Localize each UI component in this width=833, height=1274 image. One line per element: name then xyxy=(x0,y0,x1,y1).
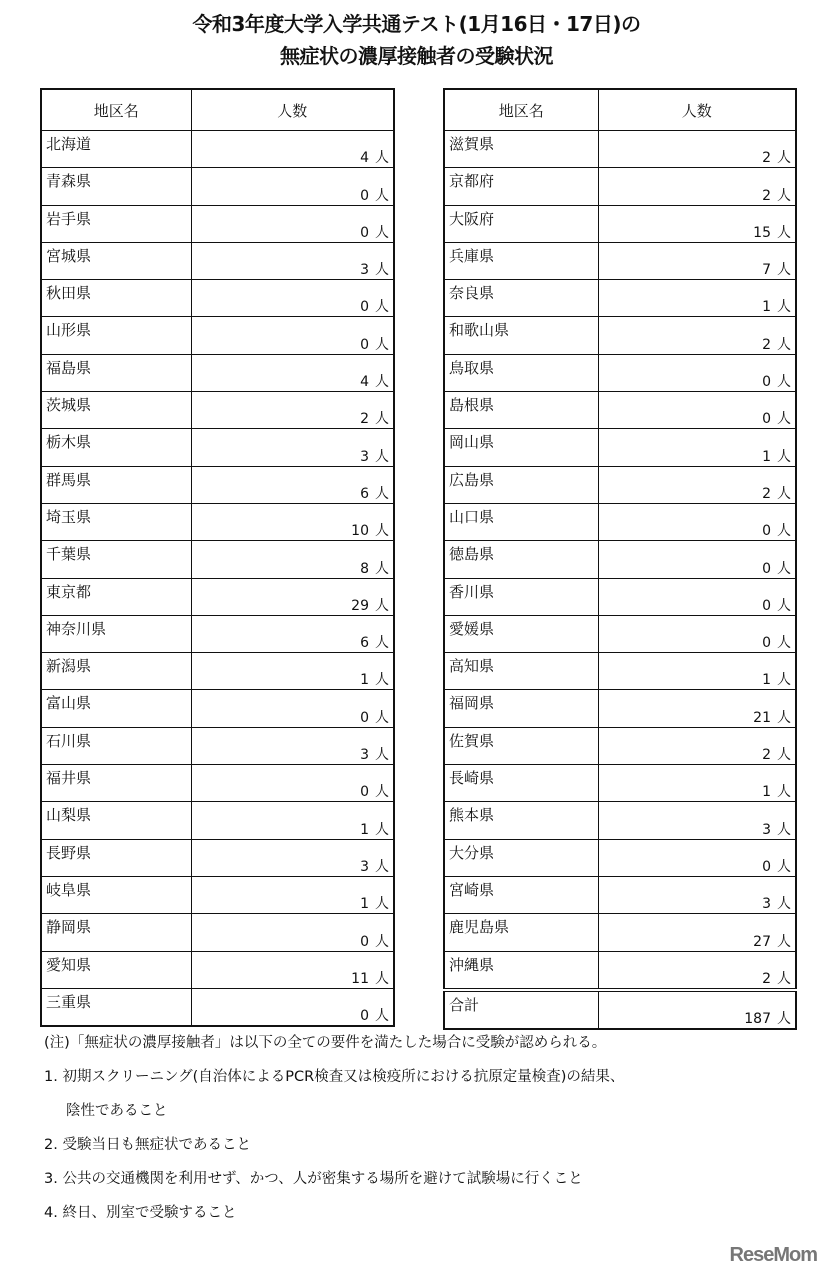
count-unit: 人 xyxy=(375,411,389,428)
count-value: 6 xyxy=(360,485,369,502)
count-cell xyxy=(598,876,796,913)
table-row xyxy=(41,727,394,764)
table-row xyxy=(444,914,796,951)
region-name: 北海道 xyxy=(41,131,191,168)
count-cell xyxy=(191,242,394,279)
table-row xyxy=(444,876,796,913)
table-row xyxy=(444,168,796,205)
region-name: 大阪府 xyxy=(444,205,598,242)
region-name: 高知県 xyxy=(444,653,598,690)
region-name: 福島県 xyxy=(41,354,191,391)
table-row xyxy=(41,653,394,690)
count-value: 0 xyxy=(360,187,369,204)
count-unit: 人 xyxy=(375,1008,389,1025)
table-row xyxy=(41,876,394,913)
count-cell xyxy=(191,951,394,988)
count-unit: 人 xyxy=(375,336,389,353)
count-unit: 人 xyxy=(375,262,389,279)
count-unit: 人 xyxy=(777,672,791,689)
count-unit: 人 xyxy=(777,635,791,652)
region-name: 鹿児島県 xyxy=(444,914,598,951)
count-value: 0 xyxy=(360,299,369,316)
table-row xyxy=(41,317,394,354)
notes xyxy=(44,1030,624,1234)
count-unit: 人 xyxy=(375,560,389,577)
document-title xyxy=(0,8,833,72)
region-name: 愛媛県 xyxy=(444,615,598,652)
table-row xyxy=(444,354,796,391)
region-name: 京都府 xyxy=(444,168,598,205)
count-value: 3 xyxy=(762,821,771,838)
note-item: 1. 初期スクリーニング(自治体によるPCR検査又は検疫所における抗原定量検査)の結果、 xyxy=(44,1069,625,1085)
table-row xyxy=(41,131,394,168)
count-cell xyxy=(598,242,796,279)
count-value: 7 xyxy=(762,262,771,279)
count-value: 0 xyxy=(360,933,369,950)
count-unit: 人 xyxy=(777,560,791,577)
region-name: 静岡県 xyxy=(41,914,191,951)
count-unit: 人 xyxy=(777,150,791,167)
region-name: 石川県 xyxy=(41,727,191,764)
count-cell xyxy=(191,876,394,913)
right-table xyxy=(443,88,797,1030)
region-name: 長崎県 xyxy=(444,765,598,802)
count-value: 1 xyxy=(360,821,369,838)
table-row xyxy=(444,503,796,540)
count-unit: 人 xyxy=(777,485,791,502)
count-value: 1 xyxy=(762,784,771,801)
count-cell xyxy=(598,280,796,317)
count-unit: 人 xyxy=(375,150,389,167)
region-name: 長野県 xyxy=(41,839,191,876)
title-line-2: 無症状の濃厚接触者の受験状況 xyxy=(280,44,553,68)
count-value: 0 xyxy=(360,224,369,241)
table-row xyxy=(444,541,796,578)
count-unit: 人 xyxy=(777,1011,791,1028)
table-row xyxy=(444,690,796,727)
region-name: 大分県 xyxy=(444,839,598,876)
count-value: 0 xyxy=(360,709,369,726)
region-name: 埼玉県 xyxy=(41,503,191,540)
region-name: 佐賀県 xyxy=(444,727,598,764)
count-value: 1 xyxy=(762,672,771,689)
count-value: 3 xyxy=(360,262,369,279)
count-value: 27 xyxy=(753,933,771,950)
region-name: 岩手県 xyxy=(41,205,191,242)
count-value: 11 xyxy=(351,970,369,987)
count-value: 8 xyxy=(360,560,369,577)
region-name: 岐阜県 xyxy=(41,876,191,913)
count-unit: 人 xyxy=(777,411,791,428)
count-cell xyxy=(598,317,796,354)
count-value: 2 xyxy=(762,187,771,204)
title-line-1: 令和3年度大学入学共通テスト(1月16日・17日)の xyxy=(192,12,641,36)
note-item-continuation: 陰性であること xyxy=(66,1103,168,1119)
count-value: 4 xyxy=(360,150,369,167)
region-name: 奈良県 xyxy=(444,280,598,317)
count-cell xyxy=(191,280,394,317)
table-row xyxy=(41,541,394,578)
region-name: 東京都 xyxy=(41,578,191,615)
table-row xyxy=(41,765,394,802)
region-name: 栃木県 xyxy=(41,429,191,466)
count-unit: 人 xyxy=(375,224,389,241)
count-unit: 人 xyxy=(777,299,791,316)
count-cell xyxy=(598,466,796,503)
header-count: 人数 xyxy=(598,89,796,131)
region-name: 福岡県 xyxy=(444,690,598,727)
note-item: 3. 公共の交通機関を利用せず、かつ、人が密集する場所を避けて試験場に行くこと xyxy=(44,1171,583,1187)
table-row xyxy=(444,765,796,802)
table-row xyxy=(41,615,394,652)
count-unit: 人 xyxy=(777,597,791,614)
count-unit: 人 xyxy=(375,485,389,502)
table-row xyxy=(444,280,796,317)
table-row xyxy=(41,839,394,876)
count-value: 6 xyxy=(360,635,369,652)
count-value: 0 xyxy=(762,635,771,652)
table-row xyxy=(444,802,796,839)
count-cell xyxy=(598,802,796,839)
table-row xyxy=(41,429,394,466)
region-name: 熊本県 xyxy=(444,802,598,839)
count-value: 0 xyxy=(360,1008,369,1025)
count-cell xyxy=(191,168,394,205)
total-row xyxy=(444,990,796,1029)
table-row xyxy=(444,317,796,354)
count-unit: 人 xyxy=(375,970,389,987)
count-cell xyxy=(191,653,394,690)
count-value: 3 xyxy=(360,747,369,764)
table-row xyxy=(41,466,394,503)
count-value: 1 xyxy=(762,299,771,316)
count-cell xyxy=(191,131,394,168)
count-unit: 人 xyxy=(375,374,389,391)
count-cell xyxy=(598,392,796,429)
left-table xyxy=(40,88,395,1027)
region-name: 新潟県 xyxy=(41,653,191,690)
count-value: 1 xyxy=(762,448,771,465)
count-unit: 人 xyxy=(375,523,389,540)
count-unit: 人 xyxy=(777,970,791,987)
count-cell xyxy=(598,839,796,876)
table-row xyxy=(41,280,394,317)
count-unit: 人 xyxy=(375,672,389,689)
count-unit: 人 xyxy=(777,784,791,801)
count-cell xyxy=(598,205,796,242)
count-cell xyxy=(598,765,796,802)
count-unit: 人 xyxy=(777,747,791,764)
region-name: 愛知県 xyxy=(41,951,191,988)
region-name: 広島県 xyxy=(444,466,598,503)
count-value: 1 xyxy=(360,896,369,913)
region-name: 徳島県 xyxy=(444,541,598,578)
count-value: 1 xyxy=(360,672,369,689)
count-cell xyxy=(598,990,796,1029)
count-cell xyxy=(191,988,394,1026)
count-cell xyxy=(191,615,394,652)
count-cell xyxy=(191,765,394,802)
count-cell xyxy=(598,503,796,540)
count-cell xyxy=(191,466,394,503)
count-cell xyxy=(598,615,796,652)
count-unit: 人 xyxy=(777,374,791,391)
count-value: 3 xyxy=(360,858,369,875)
region-name: 富山県 xyxy=(41,690,191,727)
region-name: 山口県 xyxy=(444,503,598,540)
count-value: 3 xyxy=(360,448,369,465)
region-name: 和歌山県 xyxy=(444,317,598,354)
count-cell xyxy=(191,317,394,354)
region-name: 鳥取県 xyxy=(444,354,598,391)
count-unit: 人 xyxy=(777,448,791,465)
region-name: 合計 xyxy=(444,990,598,1029)
count-unit: 人 xyxy=(375,858,389,875)
count-unit: 人 xyxy=(777,821,791,838)
count-value: 0 xyxy=(762,523,771,540)
count-unit: 人 xyxy=(777,336,791,353)
count-value: 0 xyxy=(360,336,369,353)
count-cell xyxy=(598,914,796,951)
count-unit: 人 xyxy=(375,597,389,614)
count-unit: 人 xyxy=(375,299,389,316)
count-cell xyxy=(191,541,394,578)
count-value: 0 xyxy=(762,858,771,875)
count-cell xyxy=(598,541,796,578)
count-unit: 人 xyxy=(375,784,389,801)
count-cell xyxy=(191,503,394,540)
count-value: 29 xyxy=(351,597,369,614)
count-unit: 人 xyxy=(777,858,791,875)
region-name: 宮崎県 xyxy=(444,876,598,913)
count-cell xyxy=(191,354,394,391)
count-unit: 人 xyxy=(375,635,389,652)
count-unit: 人 xyxy=(375,933,389,950)
region-name: 秋田県 xyxy=(41,280,191,317)
table-row xyxy=(444,951,796,990)
count-value: 10 xyxy=(351,523,369,540)
table-row xyxy=(444,392,796,429)
count-cell xyxy=(191,690,394,727)
count-cell xyxy=(191,839,394,876)
table-row xyxy=(444,466,796,503)
region-name: 香川県 xyxy=(444,578,598,615)
count-cell xyxy=(598,690,796,727)
count-value: 3 xyxy=(762,896,771,913)
table-row xyxy=(444,653,796,690)
table-row xyxy=(41,914,394,951)
region-name: 千葉県 xyxy=(41,541,191,578)
resemom-logo: ReseMom xyxy=(729,1244,817,1266)
count-unit: 人 xyxy=(777,224,791,241)
count-cell xyxy=(598,653,796,690)
table-row xyxy=(41,392,394,429)
table-row xyxy=(41,578,394,615)
count-cell xyxy=(598,354,796,391)
note-item: 2. 受験当日も無症状であること xyxy=(44,1137,251,1153)
notes-intro: (注)「無症状の濃厚接触者」は以下の全ての要件を満たした場合に受験が認められる。 xyxy=(44,1035,607,1051)
header-region: 地区名 xyxy=(444,89,598,131)
count-value: 0 xyxy=(762,597,771,614)
table-row xyxy=(444,242,796,279)
count-value: 2 xyxy=(762,336,771,353)
count-cell xyxy=(191,392,394,429)
count-cell xyxy=(598,131,796,168)
table-row xyxy=(41,503,394,540)
region-name: 群馬県 xyxy=(41,466,191,503)
count-cell xyxy=(598,727,796,764)
count-value: 2 xyxy=(360,411,369,428)
region-name: 兵庫県 xyxy=(444,242,598,279)
count-value: 0 xyxy=(762,374,771,391)
count-cell xyxy=(598,168,796,205)
count-unit: 人 xyxy=(375,448,389,465)
header-region: 地区名 xyxy=(41,89,191,131)
table-row xyxy=(444,429,796,466)
count-unit: 人 xyxy=(777,933,791,950)
count-cell xyxy=(191,802,394,839)
count-value: 21 xyxy=(753,709,771,726)
count-value: 187 xyxy=(744,1011,771,1028)
region-name: 島根県 xyxy=(444,392,598,429)
region-name: 山梨県 xyxy=(41,802,191,839)
table-row xyxy=(41,951,394,988)
count-cell xyxy=(191,727,394,764)
count-unit: 人 xyxy=(375,187,389,204)
region-name: 岡山県 xyxy=(444,429,598,466)
region-name: 青森県 xyxy=(41,168,191,205)
count-unit: 人 xyxy=(375,896,389,913)
count-unit: 人 xyxy=(777,187,791,204)
note-item: 4. 終日、別室で受験すること xyxy=(44,1205,237,1221)
table-row xyxy=(41,242,394,279)
count-value: 2 xyxy=(762,150,771,167)
header-count: 人数 xyxy=(191,89,394,131)
table-row xyxy=(41,802,394,839)
region-name: 茨城県 xyxy=(41,392,191,429)
table-row xyxy=(444,578,796,615)
count-value: 4 xyxy=(360,374,369,391)
table-row xyxy=(444,727,796,764)
count-value: 15 xyxy=(753,224,771,241)
region-name: 山形県 xyxy=(41,317,191,354)
count-value: 0 xyxy=(762,411,771,428)
count-unit: 人 xyxy=(777,523,791,540)
region-name: 沖縄県 xyxy=(444,951,598,990)
count-unit: 人 xyxy=(777,262,791,279)
count-unit: 人 xyxy=(375,709,389,726)
table-row xyxy=(41,988,394,1026)
region-name: 神奈川県 xyxy=(41,615,191,652)
table-row xyxy=(41,690,394,727)
table-row xyxy=(444,615,796,652)
table-row xyxy=(41,354,394,391)
count-cell xyxy=(191,578,394,615)
count-cell xyxy=(191,914,394,951)
region-name: 宮城県 xyxy=(41,242,191,279)
count-cell xyxy=(191,429,394,466)
count-cell xyxy=(191,205,394,242)
count-value: 2 xyxy=(762,747,771,764)
count-value: 0 xyxy=(762,560,771,577)
count-unit: 人 xyxy=(777,709,791,726)
table-row xyxy=(444,839,796,876)
count-cell xyxy=(598,578,796,615)
table-row xyxy=(444,131,796,168)
region-name: 福井県 xyxy=(41,765,191,802)
count-value: 0 xyxy=(360,784,369,801)
count-unit: 人 xyxy=(375,747,389,764)
count-unit: 人 xyxy=(777,896,791,913)
table-row xyxy=(444,205,796,242)
count-value: 2 xyxy=(762,485,771,502)
count-unit: 人 xyxy=(375,821,389,838)
count-cell xyxy=(598,951,796,990)
table-row xyxy=(41,205,394,242)
count-cell xyxy=(598,429,796,466)
region-name: 滋賀県 xyxy=(444,131,598,168)
table-row xyxy=(41,168,394,205)
region-name: 三重県 xyxy=(41,988,191,1026)
count-value: 2 xyxy=(762,970,771,987)
